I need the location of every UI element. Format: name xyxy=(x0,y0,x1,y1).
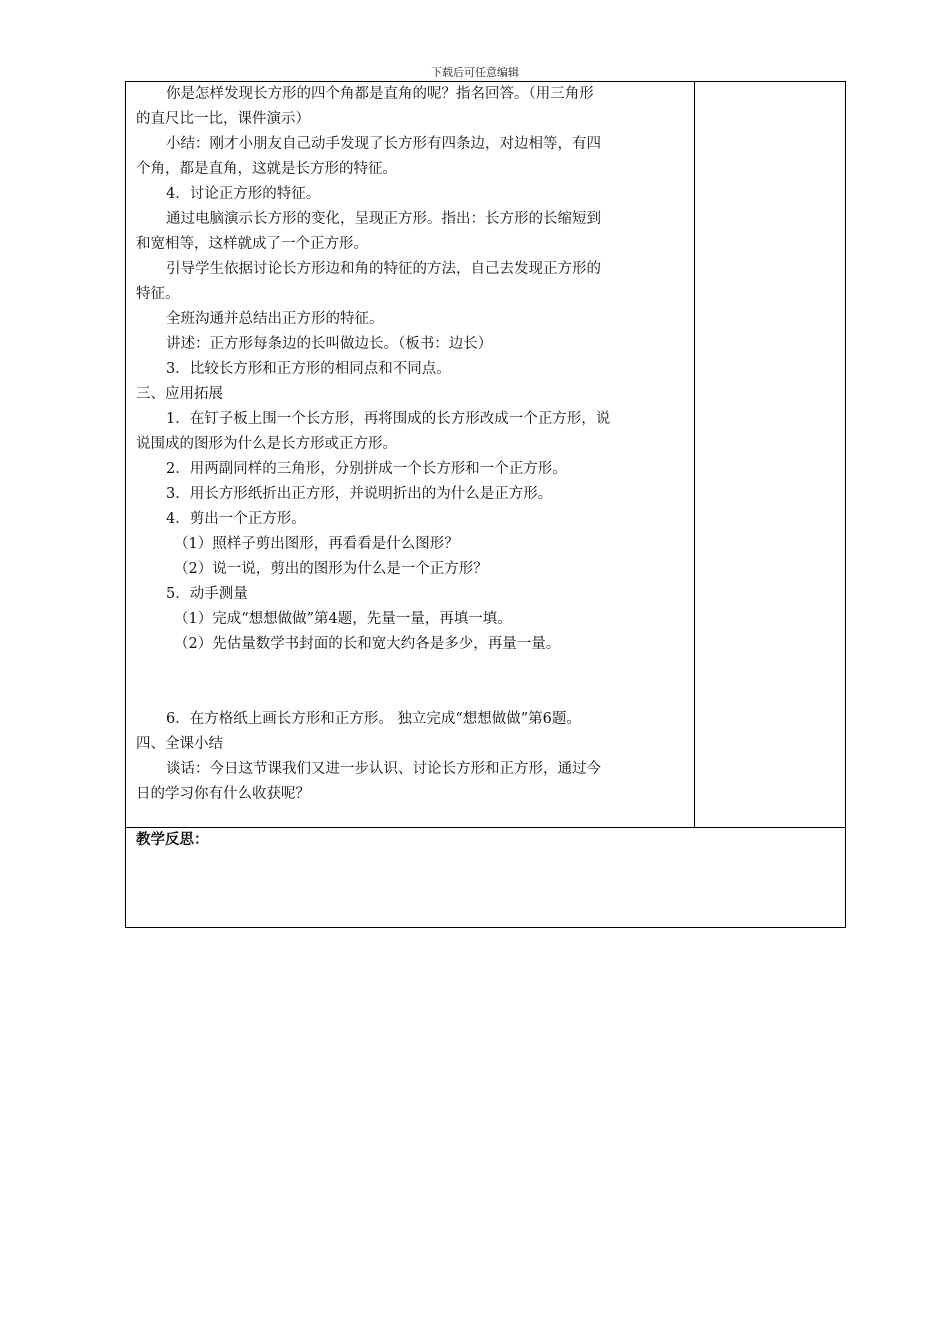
text-line: 2．用两副同样的三角形，分别拼成一个长方形和一个正方形。 xyxy=(166,461,567,477)
lesson-lines-after xyxy=(136,707,684,807)
text-line: 4．讨论正方形的特征。 xyxy=(166,186,321,202)
text-line: 5．动手测量 xyxy=(166,586,248,602)
text-line: 特征。 xyxy=(136,286,180,302)
text-line: 1．在钉子板上围一个长方形，再将围成的长方形改成一个正方形，说 xyxy=(166,411,611,427)
lesson-lines xyxy=(136,82,684,657)
reflection-cell xyxy=(126,828,845,927)
text-line: 3．比较长方形和正方形的相同点和不同点。 xyxy=(166,361,451,377)
text-line: 6．在方格纸上画长方形和正方形。 独立完成“想想做做”第6题。 xyxy=(166,711,581,727)
text-line: 讲述：正方形每条边的长叫做边长。（板书：边长） xyxy=(166,336,493,352)
text-line: 3．用长方形纸折出正方形，并说明折出的为什么是正方形。 xyxy=(166,486,553,502)
text-line: 你是怎样发现长方形的四个角都是直角的呢？指名回答。（用三角形 xyxy=(166,86,594,102)
text-line: 的直尺比一比，课件演示） xyxy=(136,111,310,127)
text-line: 引导学生依据讨论长方形边和角的特征的方法，自己去发现正方形的 xyxy=(166,261,601,277)
lesson-content-cell xyxy=(126,82,695,828)
blank-gap xyxy=(136,657,684,707)
text-line: 日的学习你有什么收获呢？ xyxy=(136,786,310,802)
text-line: （2）说一说，剪出的图形为什么是一个正方形？ xyxy=(174,561,488,577)
text-line: （2）先估量数学书封面的长和宽大约各是多少，再量一量。 xyxy=(174,636,561,652)
text-line: 通过电脑演示长方形的变化，呈现正方形。指出：长方形的长缩短到 xyxy=(166,211,601,227)
text-line: 小结：刚才小朋友自己动手发现了长方形有四条边，对边相等，有四 xyxy=(166,136,601,152)
text-line: 谈话：今日这节课我们又进一步认识、讨论长方形和正方形，通过今 xyxy=(166,761,601,777)
text-line: 说围成的图形为什么是长方形或正方形。 xyxy=(136,436,397,452)
lesson-table xyxy=(125,81,846,928)
text-line: 个角，都是直角，这就是长方形的特征。 xyxy=(136,161,397,177)
text-line: 4．剪出一个正方形。 xyxy=(166,511,306,527)
text-line: （1）完成“想想做做”第4题，先量一量，再填一填。 xyxy=(174,611,512,627)
text-line: 和宽相等，这样就成了一个正方形。 xyxy=(136,236,368,252)
notes-column-cell xyxy=(695,82,845,828)
text-line: （1）照样子剪出图形，再看看是什么图形？ xyxy=(174,536,459,552)
text-line: 三、应用拓展 xyxy=(136,386,223,402)
reflection-title: 教学反思： xyxy=(136,831,209,848)
text-line: 全班沟通并总结出正方形的特征。 xyxy=(166,311,384,327)
page-header-note: 下载后可任意编辑 xyxy=(431,66,519,79)
text-line: 四、全课小结 xyxy=(136,736,223,752)
